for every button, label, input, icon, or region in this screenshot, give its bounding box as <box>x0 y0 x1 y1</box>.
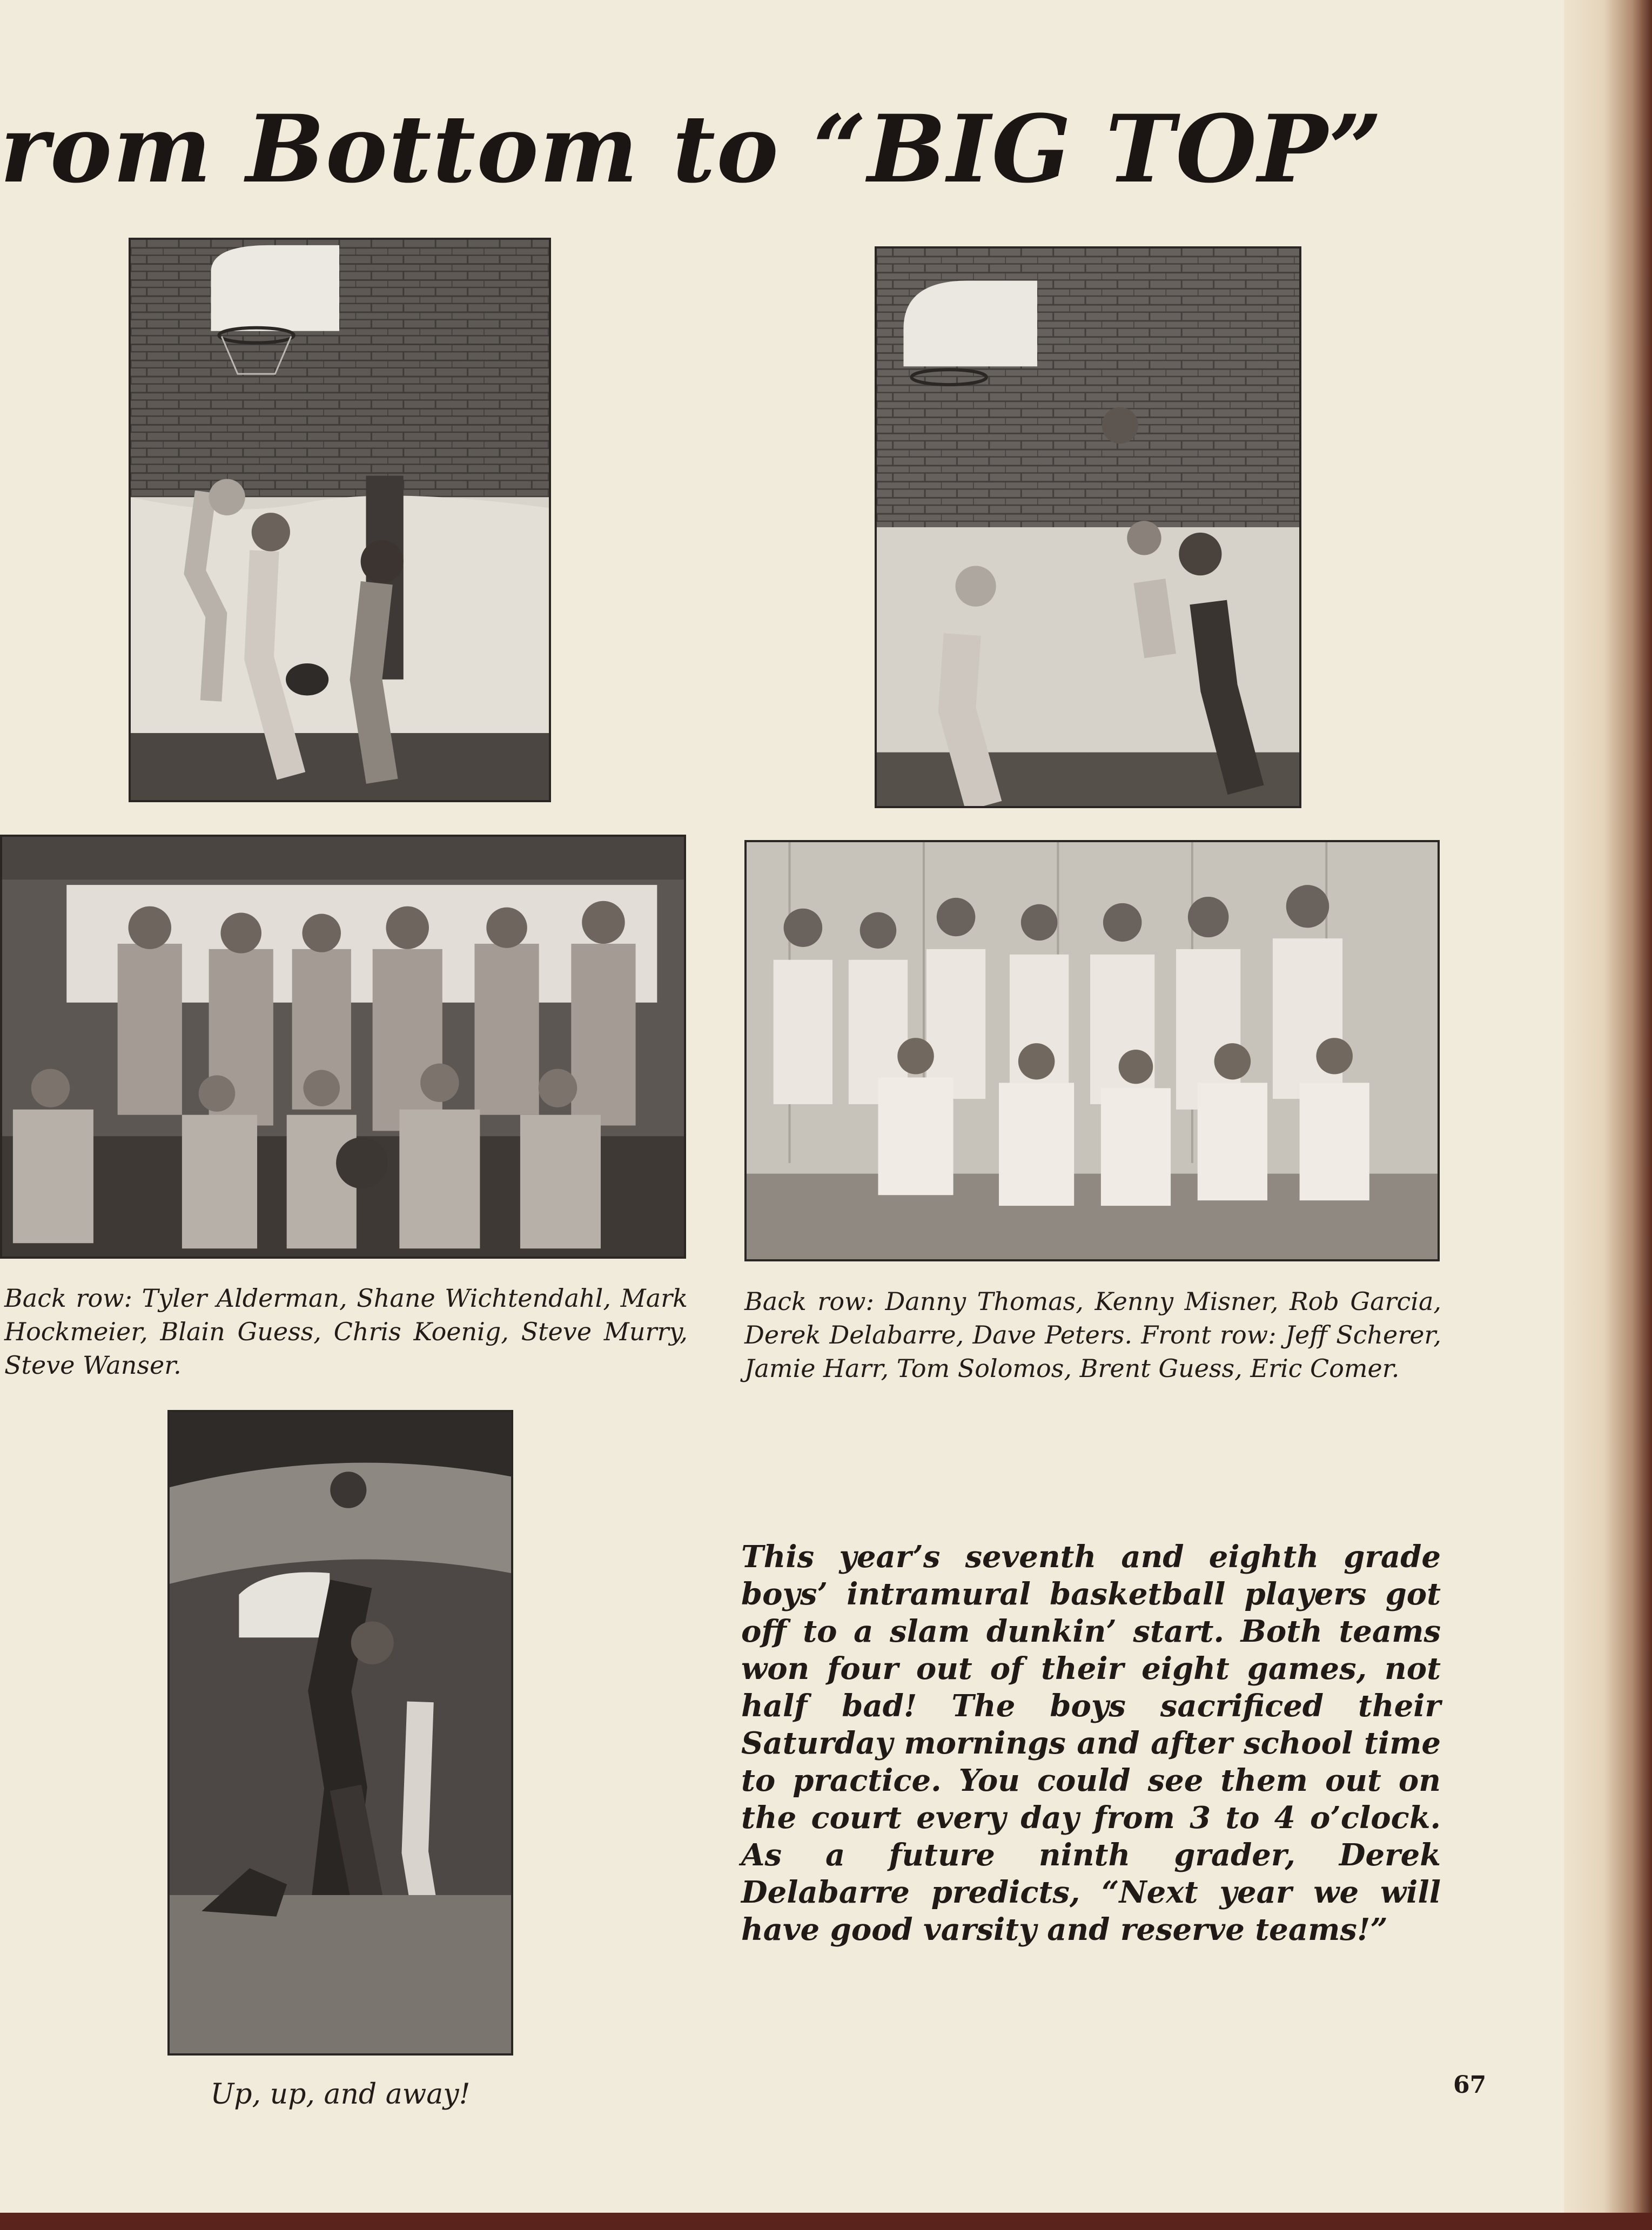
caption-bottom-photo: Up, up, and away! <box>210 2078 471 2111</box>
photo-team-left <box>0 835 686 1259</box>
book-binding-edge <box>1564 0 1652 2230</box>
photo-top-left <box>129 238 551 802</box>
caption-right-team: Back row: Danny Thomas, Kenny Misner, Rob Garcia, Derek Delabarre, Dave Peters. Front row: Jeff Scherer, Jamie Harr, Tom Solomos, Brent Guess, Eric Comer. <box>744 1287 1441 1383</box>
caption-left-team: Back row: Tyler Alderman, Shane Wichtendahl, Mark Hockmeier, Blain Guess, Chris Koenig, Steve Murry, Steve Wanser. <box>4 1284 688 1380</box>
story-text: This year’s seventh and eighth grade boys’ intramural basketball players got off to a slam dunkin’ start. Both teams won four out of their eight games, not half bad! The boys sacrificed their Saturday mornings and after school time to practice. You could see them out on the court every day from 3 to 4 o’clock. As a future ninth grader, Derek Delabarre predicts, “Next year we will have good varsity and reserve teams!” <box>741 1539 1441 1947</box>
photo-bottom-left <box>167 1410 513 2056</box>
photo-team-right <box>744 840 1440 1261</box>
page-title: rom Bottom to “BIG TOP” <box>0 94 1384 204</box>
page-number: 67 <box>1453 2071 1487 2099</box>
book-bottom-edge <box>0 2213 1652 2230</box>
photo-top-right <box>875 246 1301 808</box>
